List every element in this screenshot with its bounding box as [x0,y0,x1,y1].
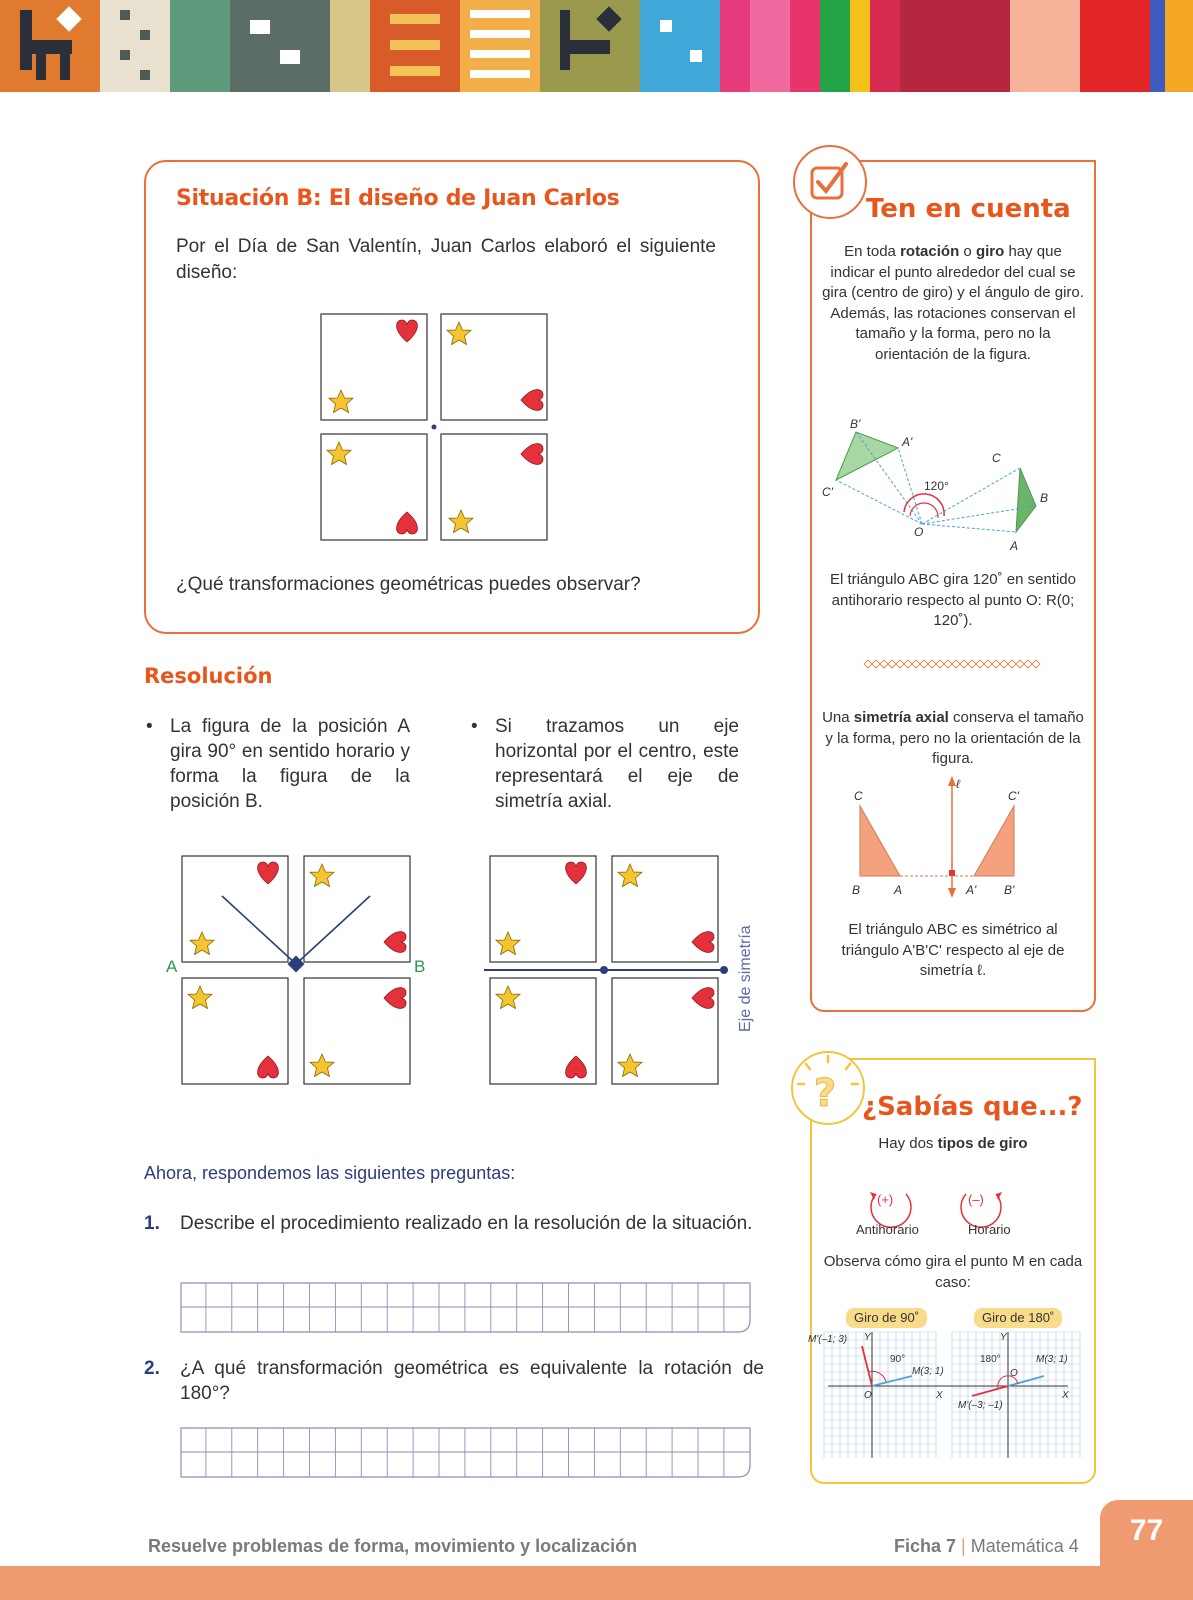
svg-text:120°: 120° [924,479,949,493]
symmetry-diagram [852,776,1056,906]
svg-text:Y: Y [864,1332,871,1343]
page-number: 77 [1129,1514,1164,1547]
svg-text:B: B [852,883,861,897]
svg-text:(–): (–) [968,1192,984,1207]
situation-box [144,160,760,634]
svg-text:A: A [894,883,903,897]
resolution-bullet-1: • La figura de la posición A gira 90° en sentido horario y forma la figura de la posición B. [146,716,410,812]
svg-text:Horario: Horario [968,1222,1011,1237]
svg-text:C': C' [822,485,833,499]
svg-text:M(3; 1): M(3; 1) [912,1366,944,1377]
svg-text:C: C [854,789,863,803]
symmetry-figure [478,848,768,1088]
pill-180: Giro de 180˚ [974,1308,1062,1328]
rotation-text: En toda rotación o giro hay que indicar el punto alrededor del cual se gira (centro de giro) y el ángulo de giro. Además, las rotaciones conservan el tamaño y la forma, pero no la orientación de la figura. [822,243,1084,363]
resolution-bullet-2: • Si trazamos un eje horizontal por el centro, este representará el eje de simetría axial. [471,716,739,812]
resolution-title: Resolución [144,664,273,688]
coordinate-grids [808,1330,1086,1460]
checkbox-icon [792,144,868,220]
answer-grid-2[interactable] [180,1427,762,1481]
symmetry-text: Una simetría axial conserva el tamaño y la forma, pero no la orientación de la figura. [822,709,1084,767]
answer-grid-1[interactable] [180,1282,762,1336]
decorative-banner [0,0,1193,92]
rotation-diagram [822,412,1076,562]
pill-90: Giro de 90˚ [846,1308,927,1328]
svg-text:M(3; 1): M(3; 1) [1036,1354,1068,1365]
svg-text:X: X [936,1390,943,1401]
observe-text: Observa cómo gira el punto M en cada caso: [823,1253,1083,1291]
situation-title: Situación B: El diseño de Juan Carlos [176,186,620,211]
svg-text:O: O [864,1390,872,1401]
situation-question: ¿Qué transformaciones geométricas puedes observar? [176,574,641,595]
know-text: Hay dos tipos de giro [878,1135,1028,1152]
svg-text:ℓ: ℓ [956,777,960,791]
svg-text:(+): (+) [877,1192,894,1207]
svg-text:B': B' [1004,883,1015,897]
questions-heading: Ahora, respondemos las siguientes preguntas: [144,1163,516,1183]
svg-text:A: A [1010,539,1019,553]
footer-bar [0,1566,1193,1600]
rotation-figure [162,848,432,1088]
svg-text:A': A' [966,883,977,897]
tip-title: Ten en cuenta [866,194,1071,224]
svg-text:180°: 180° [980,1354,1001,1365]
svg-text:B: B [1040,491,1049,505]
symmetry-caption: El triángulo ABC es simétrico al triángulo A'B'C' respecto al eje de simetría ℓ. [841,921,1065,979]
svg-text:?: ? [814,1071,837,1115]
svg-text:90°: 90° [890,1354,906,1365]
situation-text: Por el Día de San Valentín, Juan Carlos elaboró el siguiente diseño: [176,236,716,283]
svg-text:A': A' [902,435,913,449]
footer-left: Resuelve problemas de forma, movimiento y localización [148,1536,638,1556]
svg-text:M'(–1; 3): M'(–1; 3) [808,1334,848,1345]
label-b: B [414,957,426,976]
svg-text:O: O [914,525,924,539]
footer-right: Ficha 7 | Matemática 4 [894,1536,1079,1556]
svg-text:Antihorario: Antihorario [856,1222,919,1237]
svg-text:O: O [1010,1368,1018,1379]
rotation-types [856,1180,1052,1240]
design-figure [321,314,561,554]
know-title: ¿Sabías que...? [862,1092,1083,1122]
question-bulb-icon [788,1048,868,1128]
divider [864,658,1044,670]
svg-text:M'(–3; –1): M'(–3; –1) [958,1400,1003,1411]
svg-text:X: X [1062,1390,1069,1401]
rotation-caption: El triángulo ABC gira 120˚ en sentido antihorario respecto al punto O: R(0; 120˚). [830,571,1076,629]
svg-text:C': C' [1008,789,1019,803]
svg-text:C: C [992,451,1001,465]
svg-text:B': B' [850,417,861,431]
axis-label: Eje de simetría [737,925,754,1032]
label-a: A [166,957,178,976]
svg-text:Y: Y [1000,1332,1007,1343]
